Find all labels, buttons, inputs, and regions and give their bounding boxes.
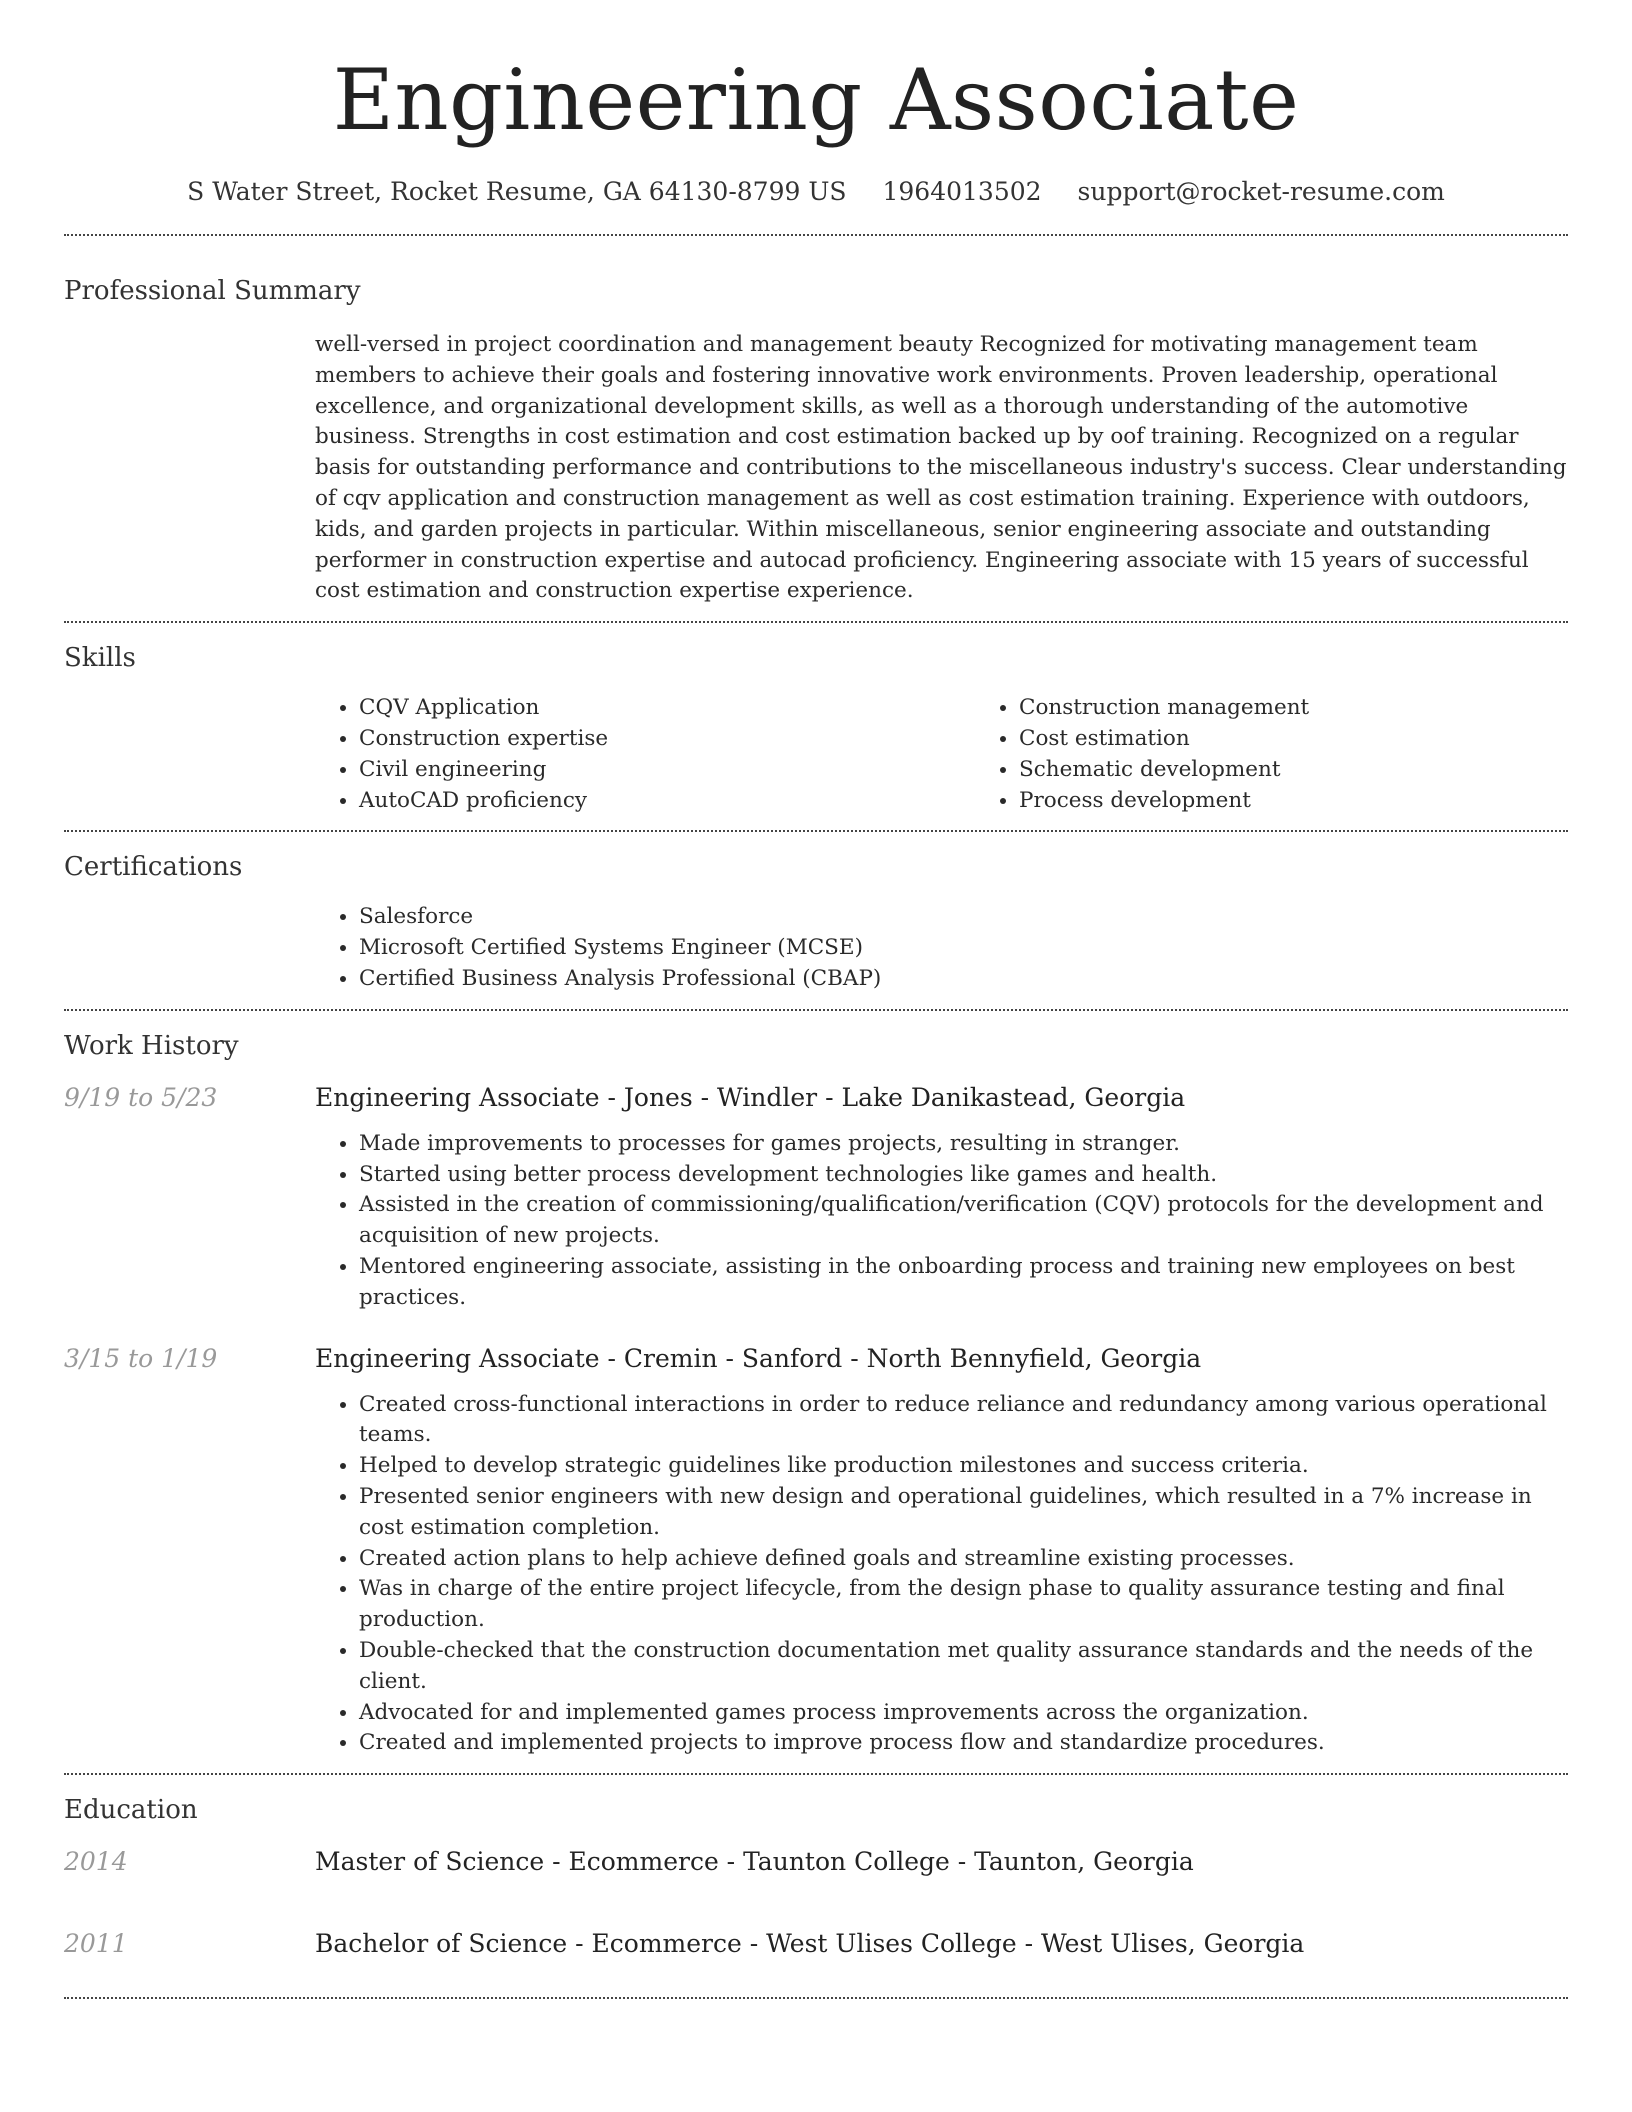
- skill-item: • CQV Application: [359, 693, 975, 724]
- skill-item: • Schematic development: [1019, 755, 1632, 786]
- certifications-section: [64, 832, 1568, 1008]
- job-bullets: [315, 1390, 1568, 1760]
- education-heading: Bachelor of Science - Ecommerce - West Ulises College - West Ulises, Georgia: [315, 1929, 1305, 1959]
- summary-title: Professional Summary: [64, 276, 361, 306]
- education-entry: [64, 1845, 1568, 1893]
- job-bullet: • Started using better process development technologies like games and health.: [359, 1160, 1568, 1191]
- resume-header: [64, 0, 1568, 208]
- work-history-section: [64, 1011, 1568, 1773]
- contact-phone: 1964013502: [882, 177, 1042, 206]
- contact-email[interactable]: support@rocket-resume.com: [1077, 177, 1445, 206]
- skill-item: • Construction expertise: [359, 724, 975, 755]
- education-section: [64, 1775, 1568, 1997]
- job-bullet: • Helped to develop strategic guidelines like production milestones and success criteria.: [359, 1451, 1568, 1482]
- job-bullet: • Created cross-functional interactions in order to reduce reliance and redundancy among various operational teams.: [359, 1390, 1568, 1452]
- skills-title: Skills: [64, 643, 136, 674]
- job-bullet: • Was in charge of the entire project lifecycle, from the design phase to quality assurance testing and final production.: [359, 1574, 1568, 1636]
- job-bullet: • Double-checked that the construction documentation met quality assurance standards and the needs of the client.: [359, 1636, 1568, 1698]
- skills-section: [64, 623, 1568, 830]
- education-heading: Master of Science - Ecommerce - Taunton College - Taunton, Georgia: [315, 1847, 1194, 1877]
- certification-item: • Salesforce: [359, 902, 1568, 933]
- candidate-name: Engineering Associate: [332, 51, 1300, 149]
- job-heading: Engineering Associate - Cremin - Sanford - North Bennyfield, Georgia: [315, 1343, 1202, 1373]
- summary-section: [64, 236, 1568, 621]
- job-dates: 9/19 to 5/23: [64, 1082, 218, 1112]
- certification-item: • Microsoft Certified Systems Engineer (MCSE): [359, 933, 1568, 964]
- skill-item: • Process development: [1019, 786, 1632, 817]
- job-dates: 3/15 to 1/19: [64, 1343, 218, 1373]
- job-bullet: • Created and implemented projects to improve process flow and standardize procedures.: [359, 1728, 1568, 1759]
- skills-list-left: [315, 693, 975, 816]
- skill-item: • Civil engineering: [359, 755, 975, 786]
- education-title: Education: [64, 1795, 198, 1826]
- job-bullet: • Created action plans to help achieve defined goals and streamline existing processes.: [359, 1544, 1568, 1575]
- skills-list-right: [975, 693, 1632, 816]
- skill-item: • Cost estimation: [1019, 724, 1632, 755]
- section-divider: [64, 1997, 1568, 1999]
- contact-line: [64, 176, 1568, 208]
- certifications-title: Certifications: [64, 852, 243, 883]
- job-bullet: • Assisted in the creation of commissioning/qualification/verification (CQV) protocols for the development and acquisition of new projects.: [359, 1190, 1568, 1252]
- job-bullet: • Mentored engineering associate, assisting in the onboarding process and training new employees on best practices.: [359, 1252, 1568, 1314]
- certification-item: • Certified Business Analysis Professional (CBAP): [359, 964, 1568, 995]
- skill-item: • Construction management: [1019, 693, 1632, 724]
- education-year: 2014: [64, 1847, 128, 1877]
- job-heading: Engineering Associate - Jones - Windler - Lake Danikastead, Georgia: [315, 1082, 1186, 1112]
- certifications-list: [315, 902, 1568, 994]
- job-entry: [64, 1342, 1568, 1760]
- contact-address: S Water Street, Rocket Resume, GA 64130-8799 US: [187, 177, 847, 206]
- education-year: 2011: [64, 1929, 128, 1959]
- job-bullet: • Advocated for and implemented games process improvements across the organization.: [359, 1698, 1568, 1729]
- job-bullets: [315, 1129, 1568, 1314]
- job-bullet: • Made improvements to processes for games projects, resulting in stranger.: [359, 1129, 1568, 1160]
- summary-text: well-versed in project coordination and management beauty Recognized for motivating management team members to achieve their goals and fostering innovative work environments. Proven leadership, operational excellence, and organizational development skills, as well as a thorough understanding of the automotive business. Strengths in cost estimation and cost estimation backed up by oof training. Recognized on a regular basis for outstanding performance and contributions to the miscellaneous industry's success. Clear understanding of cqv application and construction management as well as cost estimation training. Experience with outdoors, kids, and garden projects in particular. Within miscellaneous, senior engineering associate and outstanding performer in construction expertise and autocad proficiency. Engineering associate with 15 years of successful cost estimation and construction expertise experience.: [315, 332, 1567, 604]
- job-entry: [64, 1081, 1568, 1314]
- work-history-title: Work History: [64, 1030, 239, 1061]
- job-bullet: • Presented senior engineers with new design and operational guidelines, which resulted in a 7% increase in cost estimation completion.: [359, 1482, 1568, 1544]
- education-entry: [64, 1927, 1568, 1975]
- skill-item: • AutoCAD proficiency: [359, 786, 975, 817]
